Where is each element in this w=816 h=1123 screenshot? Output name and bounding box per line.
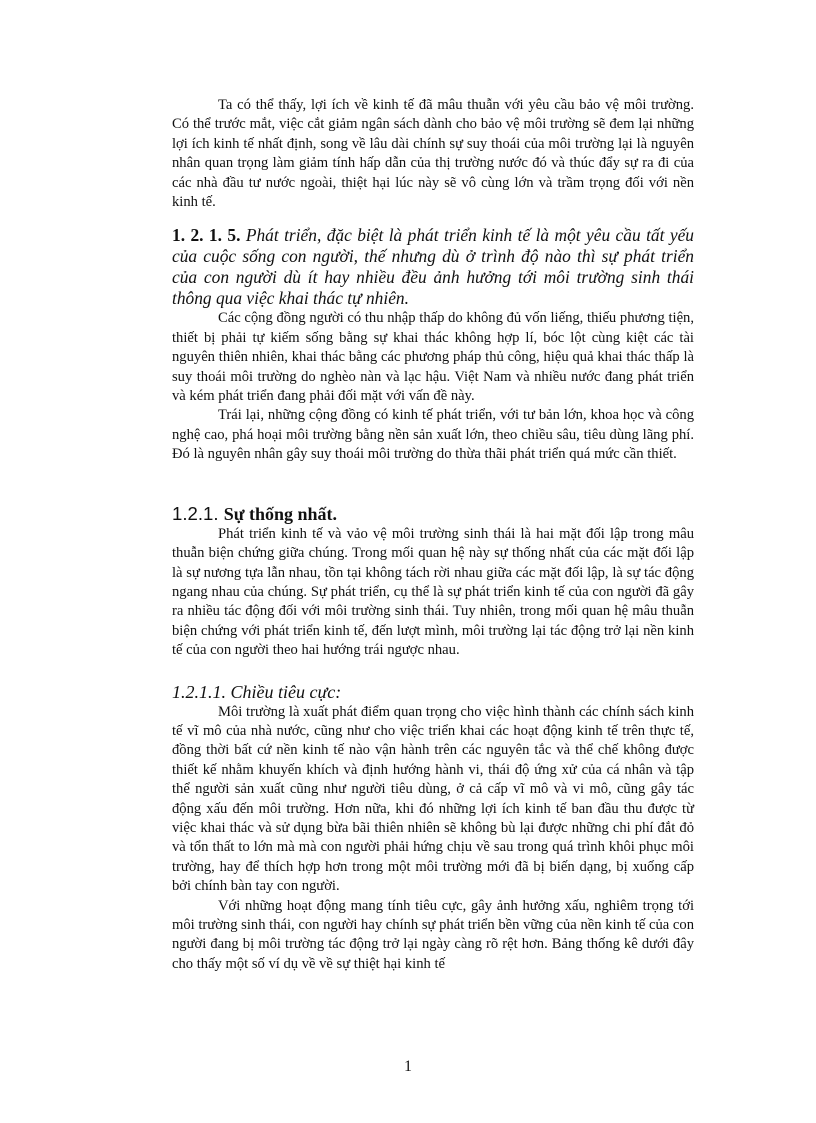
section-1-2-1-1 xyxy=(172,681,694,975)
section-number: 1.2.1. xyxy=(172,502,219,524)
document-page xyxy=(172,96,694,974)
intro-paragraph: Ta có thể thấy, lợi ích về kinh tế đã mâu thuẫn với yêu cầu bảo vệ môi trường. Có thể trước mắt, việc cắt giảm ngân sách dành cho bảo vệ môi trường sẽ đem lại những lợi ích kinh tế nhất định, song về lâu dài chính sự suy thoái của môi trường lại là nguyên nhân quan trọng làm giảm tính hấp dẫn của thị trường nước đó và thúc đẩy sự ra đi của các nhà đầu tư nước ngoài, thiệt hại lúc này sẽ vô cùng lớn và trầm trọng đối với nền kinh tế. xyxy=(172,97,694,211)
section-1-2-1-heading xyxy=(172,503,694,525)
section-1-2-1-5-heading xyxy=(172,225,694,309)
section-title: Phát triển, đặc biệt là phát triển kinh tế là một yêu cầu tất yếu của cuộc sống con người, thế nhưng dù ở trình độ nào thì sự phát triển của con người dù ít hay nhiều đều ảnh hưởng tới môi trường sinh thái thông qua việc khai thác tự nhiên. xyxy=(172,225,694,309)
section-1-2-1 xyxy=(172,503,694,661)
paragraph: Với những hoạt động mang tính tiêu cực, gây ảnh hưởng xấu, nghiêm trọng tới môi trường sinh thái, con người hay chính sự phát triển bền vững của nền kinh tế của con người đang bị môi trường tác động trở lại ngày càng rõ rệt hơn. Bảng thống kê dưới đây cho thấy một số ví dụ về về sự thiệt hại kinh tế xyxy=(172,897,694,972)
section-1-2-1-5 xyxy=(172,225,694,464)
section-number: 1. 2. 1. 5. xyxy=(172,225,241,246)
paragraph: Các cộng đồng người có thu nhập thấp do không đủ vốn liếng, thiếu phương tiện, thiết bị phải tự kiếm sống bằng sự khai thác không hợp lí, bóc lột cùng kiệt các tài nguyên thiên nhiên, khai thác bằng các phương pháp thủ công, hiệu quả khai thác thấp là suy thoái môi trường do nghèo nàn và lạc hậu. Việt Nam và nhiều nước đang phát triển và kém phát triển đang phải đối mặt với vấn đề này. xyxy=(172,310,694,405)
paragraph: Phát triển kinh tế và vảo vệ môi trường sinh thái là hai mặt đối lập trong mâu thuẫn biện chứng giữa chúng. Trong mối quan hệ này sự thống nhất của các mặt đối lập là sự nương tựa lẫn nhau, tồn tại không tách rời nhau giữa các mặt đối lập, là sự tác động ngang nhau của chúng. Sự phát triển, cụ thể là sự phát triển kinh tế của con người đã gây ra nhiều tác động đối với môi trường sinh thái. Tuy nhiên, trong mối quan hệ mâu thuẫn biện chứng với phát triển kinh tế, đến lượt mình, môi trường lại tác động trở lại nền kinh tế của con người theo hai hướng trái ngược nhau. xyxy=(172,525,694,659)
page-number: 1 xyxy=(404,1058,412,1075)
paragraph: Trái lại, những cộng đồng có kinh tế phát triển, với tư bản lớn, khoa học và công nghệ cao, phá hoại môi trường bằng nền sản xuất lớn, theo chiều sâu, tiêu dùng lãng phí. Đó là nguyên nhân gây suy thoái môi trường do thừa thãi phát triển quá mức cần thiết. xyxy=(172,407,694,463)
section-1-2-1-1-heading: 1.2.1.1. Chiều tiêu cực: xyxy=(172,681,342,702)
paragraph: Môi trường là xuất phát điểm quan trọng cho việc hình thành các chính sách kinh tế vĩ mô của nhà nước, cũng như cho việc triển khai các hoạt động kinh tế trên thực tế, đồng thời bất cứ nền kinh tế nào vận hành trên các nguyên tắc và thể chế không được thiết kế nhằm khuyến khích và định hướng hành vi, thái độ ứng xử của cá nhân và tập thể người sản xuất cũng như người tiêu dùng, ở cả cấp vĩ mô và vi mô, cũng gây tác động xấu đến môi trường. Hơn nữa, khi đó những lợi ích kinh tế ban đầu thu được từ việc khai thác và sử dụng bừa bãi thiên nhiên sẽ không bù lại được những chi phí đắt đỏ và tổn thất to lớn mà mà con người phải hứng chịu về sau trong quá trình khôi phục môi trường, hay để thích hợp hơn trong một môi trường mới đã bị biến dạng, bị xuống cấp bởi chính bàn tay con người. xyxy=(172,703,694,895)
section-title: Sự thống nhất. xyxy=(223,503,338,524)
